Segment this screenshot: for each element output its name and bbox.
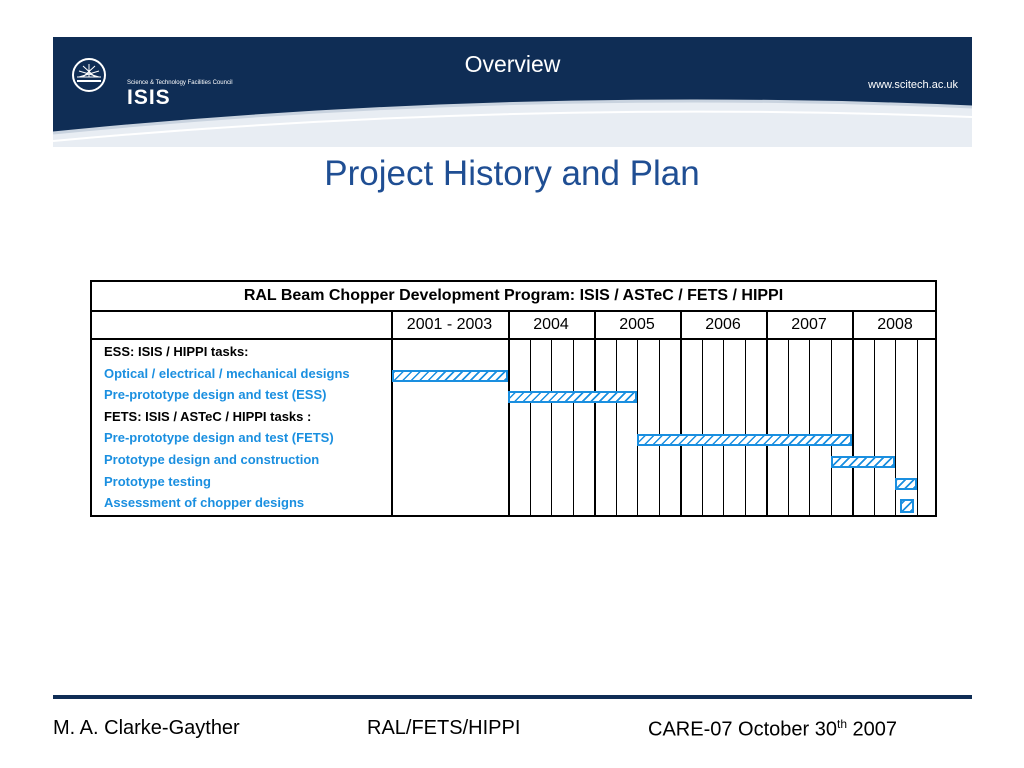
quarter-divider	[659, 340, 660, 515]
gantt-bar	[900, 499, 914, 513]
gantt-bar	[392, 370, 508, 382]
section-title: Overview	[464, 51, 561, 77]
quarter-divider	[745, 340, 746, 515]
period-label: 2001 - 2003	[406, 316, 493, 333]
gantt-bar	[831, 456, 896, 468]
year-divider	[852, 310, 854, 515]
period-label: 2004	[533, 316, 569, 333]
gantt-title: RAL Beam Chopper Development Program: ISIS / ASTeC / FETS / HIPPI	[243, 287, 784, 304]
footer-event-year: 2007	[847, 718, 898, 741]
organisation-name: Science & Technology Facilities Council	[127, 80, 233, 86]
task-label: Assessment of chopper designs	[104, 495, 305, 511]
quarter-divider	[788, 340, 789, 515]
quarter-divider	[551, 340, 552, 515]
quarter-divider	[831, 340, 832, 515]
quarter-divider	[702, 340, 703, 515]
year-divider	[766, 310, 768, 515]
task-group-heading: ESS: ISIS / HIPPI tasks:	[104, 344, 249, 359]
year-divider	[594, 310, 596, 515]
slide-title: Project History and Plan	[324, 154, 700, 193]
quarter-divider	[573, 340, 574, 515]
quarter-divider	[874, 340, 875, 515]
gantt-bar	[508, 391, 637, 403]
gantt-bar	[895, 478, 917, 490]
quarter-divider	[917, 340, 918, 515]
quarter-divider	[637, 340, 638, 515]
task-column-divider	[391, 310, 393, 515]
footer-rule	[53, 695, 972, 699]
task-label: Pre-prototype design and test (ESS)	[104, 387, 327, 403]
period-label: 2008	[877, 316, 913, 333]
period-label: 2005	[619, 316, 655, 333]
period-label: 2007	[791, 316, 827, 333]
quarter-divider	[530, 340, 531, 515]
footer-event-ordinal: th	[836, 717, 847, 731]
quarter-divider	[616, 340, 617, 515]
gantt-bar	[637, 434, 852, 446]
task-label: Optical / electrical / mechanical designs	[104, 365, 350, 381]
gantt-chart	[90, 280, 937, 517]
header-banner	[53, 37, 972, 147]
task-label: Prototype testing	[104, 473, 211, 489]
task-label: Prototype design and construction	[104, 452, 320, 467]
quarter-divider	[723, 340, 724, 515]
logo-text: ISIS	[127, 86, 171, 109]
period-divider	[508, 310, 510, 515]
task-label: Pre-prototype design and test (FETS)	[104, 430, 334, 446]
footer-event	[648, 717, 897, 742]
year-divider	[680, 310, 682, 515]
footer-project: RAL/FETS/HIPPI	[367, 717, 521, 739]
task-group-heading: FETS: ISIS / ASTeC / HIPPI tasks :	[104, 408, 312, 424]
quarter-divider	[809, 340, 810, 515]
period-label: 2006	[705, 316, 741, 333]
footer-author: M. A. Clarke-Gayther	[53, 717, 240, 739]
footer-event-date: CARE-07 October 30	[648, 718, 837, 741]
website-url: www.scitech.ac.uk	[868, 79, 958, 91]
